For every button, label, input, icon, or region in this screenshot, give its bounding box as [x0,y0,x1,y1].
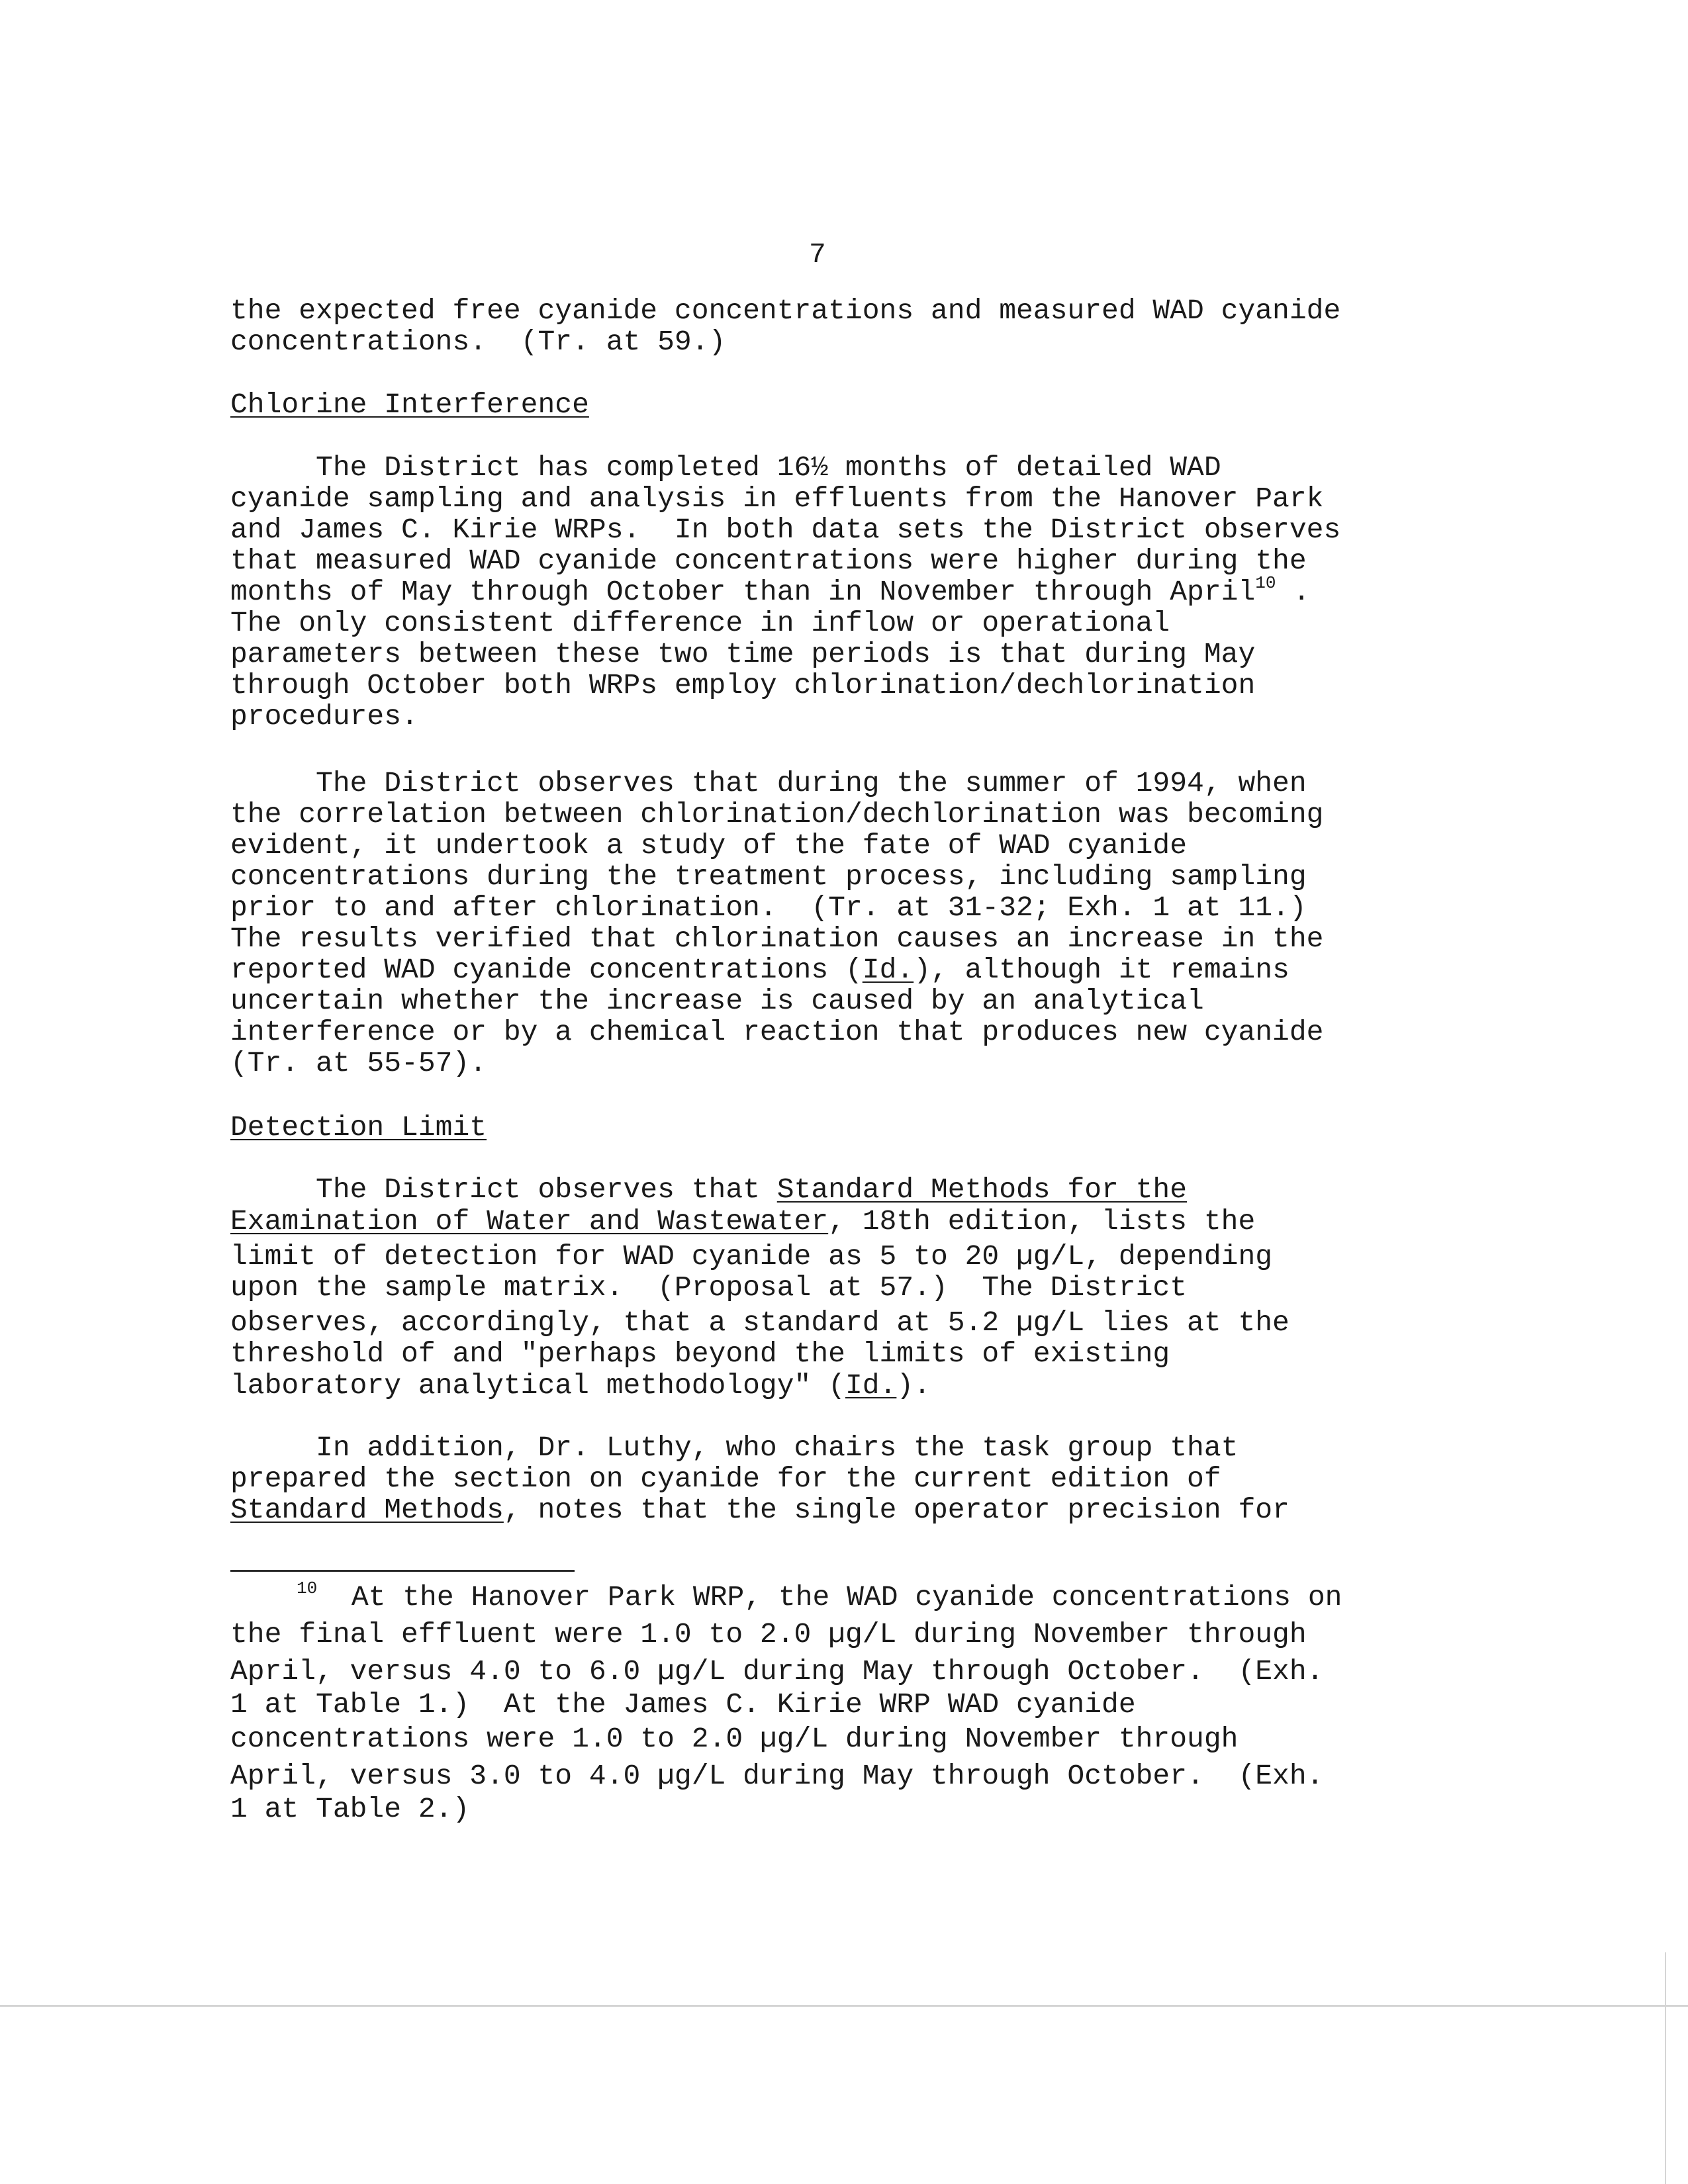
paragraph-line: that measured WAD cyanide concentrations were higher during the [230,545,1307,577]
paragraph-line: through October both WRPs employ chlorination/dechlorination [230,669,1256,702]
paragraph-line: evident, it undertook a study of the fate of WAD cyanide [230,829,1188,862]
footnote-marker: 10 [297,1578,318,1598]
publication-title: Standard Methods for the [776,1173,1188,1206]
paragraph-line: and James C. Kirie WRPs. In both data sets the District observes [230,514,1341,546]
paragraph-line: The District observes that during the summer of 1994, when [230,767,1307,799]
paragraph-line-tail: , 18th edition, lists the [828,1205,1256,1238]
citation-id: Id. [862,954,914,986]
paragraph-line [230,1174,1187,1205]
intro-line-2: concentrations. (Tr. at 59.) [230,326,726,358]
paragraph-line [230,573,1311,608]
footnote-line: April, versus 3.0 to 4.0 µg/L during May through October. (Exh. [230,1760,1324,1792]
intro-line-1: the expected free cyanide concentrations and measured WAD cyanide [230,295,1341,327]
footnote-separator [230,1570,575,1572]
paragraph-line: prior to and after chlorination. (Tr. at 31-32; Exh. 1 at 11.) [230,891,1307,924]
paragraph-line: The only consistent difference in inflow or operational [230,607,1170,639]
paragraph-line: observes, accordingly, that a standard at 5.2 µg/L lies at the [230,1306,1289,1339]
paragraph-line: procedures. [230,700,418,733]
footnote-line: the final effluent were 1.0 to 2.0 µg/L during November through [230,1618,1307,1651]
footnote-line [297,1578,1342,1614]
paragraph-line [230,1206,1255,1237]
footnote-line: 1 at Table 2.) [230,1793,470,1825]
citation-id: Id. [845,1369,897,1402]
footnote-reference: 10 [1255,573,1276,593]
footnote-line: April, versus 4.0 to 6.0 µg/L during May through October. (Exh. [230,1655,1324,1688]
paragraph-line: limit of detection for WAD cyanide as 5 to 20 µg/L, depending [230,1240,1273,1273]
paragraph-line: upon the sample matrix. (Proposal at 57.) The District [230,1271,1188,1304]
paragraph-line [230,1494,1289,1525]
paragraph-line: uncertain whether the increase is caused by an analytical [230,985,1204,1017]
paragraph-line: prepared the section on cyanide for the current edition of [230,1463,1221,1495]
paragraph-line-text: months of May through October than in November through April [230,576,1256,608]
paragraph-line: the correlation between chlorination/dechlorination was becoming [230,798,1324,831]
paragraph-line [230,954,1289,985]
paragraph-line: In addition, Dr. Luthy, who chairs the task group that [230,1432,1239,1464]
paragraph-line: cyanide sampling and analysis in effluents from the Hanover Park [230,482,1324,515]
paragraph-line: concentrations during the treatment process, including sampling [230,860,1307,893]
footnote-line: 1 at Table 1.) At the James C. Kirie WRP WAD cyanide [230,1688,1136,1721]
paragraph-line-text: reported WAD cyanide concentrations ( [230,954,863,986]
publication-title: Standard Methods [230,1494,504,1526]
footnote-line: concentrations were 1.0 to 2.0 µg/L during November through [230,1723,1239,1755]
scan-artifact-edge [1665,1952,1666,2184]
footnote-text: At the Hanover Park WRP, the WAD cyanide concentrations on [317,1581,1342,1614]
paragraph-line-tail: ), although it remains [914,954,1289,986]
paragraph-line: The results verified that chlorination causes an increase in the [230,923,1324,955]
scan-artifact-line [0,2005,1688,2007]
paragraph-line-tail: , notes that the single operator precision for [503,1494,1289,1526]
paragraph-line [230,1370,931,1401]
paragraph-line: (Tr. at 55-57). [230,1047,487,1079]
paragraph-line: threshold of and "perhaps beyond the limits of existing [230,1338,1170,1370]
paragraph-line: The District has completed 16½ months of detailed WAD [230,451,1221,484]
paragraph-line: interference or by a chemical reaction that produces new cyanide [230,1016,1324,1048]
paragraph-line-tail: . [1276,576,1311,608]
paragraph-line-tail: ). [896,1369,931,1402]
publication-title: Examination of Water and Wastewater [230,1205,829,1238]
section-heading-chlorine-interference: Chlorine Interference [230,388,589,421]
paragraph-line-text: The District observes that [230,1173,777,1206]
page-number: 7 [809,238,826,271]
section-heading-detection-limit: Detection Limit [230,1111,487,1144]
paragraph-line-text: laboratory analytical methodology" ( [230,1369,845,1402]
paragraph-line: parameters between these two time periods is that during May [230,638,1256,670]
